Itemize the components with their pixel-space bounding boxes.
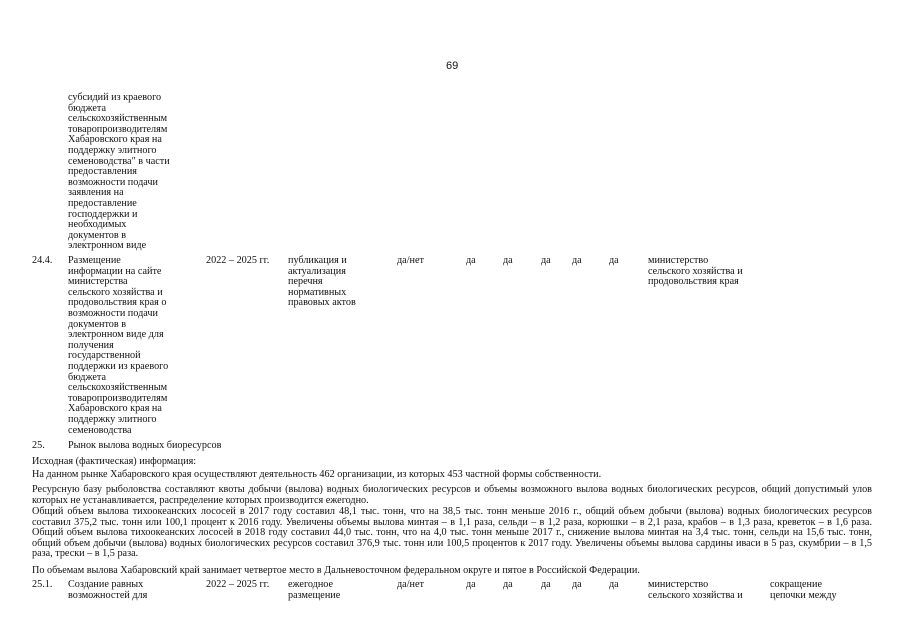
paragraph-ranking: По объемам вылова Хабаровский край занимает четвертое место в Дальневосточном федеральном округе и пятое в Российской Федерации.	[32, 565, 640, 576]
value-cell: да	[503, 579, 513, 590]
measure-cell: Создание равных возможностей для	[68, 579, 148, 601]
result-cell: ежегодное размещение	[288, 579, 341, 601]
executor-cell: министерство сельского хозяйства и продовольствия края	[648, 255, 743, 288]
section-number: 25.	[32, 440, 45, 451]
paragraph-catch-volumes: Общий объем вылова тихоокеанских лососей в 2017 году составил 48,1 тыс. тонн, что на 38,5 тыс. тонн меньше 2016 г., общий объем добычи (вылова) водных биологических ресурсов составил 375,2 тыс. тонн или 100,1 процент к 2016 году. Увеличены объемы вылова минтая – в 1,1 раза, сельди – в 1,2 раза, корюшки – в 2,1 раза, крабов – в 1,3 раза, креветок – в 1,6 раза. Общий объем вылова тихоокеанских лососей в 2018 году составил 44,0 тыс. тонн, что на 4,0 тыс. тонн меньше 2017 г., снижение вылова минтая на 3,4 тыс. тонн, сельди на 15,6 тыс. тонн, общий объем добычи (вылова) водных биологических ресурсов составил 376,9 тыс. тонн или 100,5 процентов к 2017 году. Увеличены объемы вылова сардины иваси в 5 раз, скумбрии – в 1,5 раза, трески – в 1,5 раза.	[32, 506, 872, 560]
paragraph-organizations: На данном рынке Хабаровского края осуществляют деятельность 462 организации, из которых 453 частной формы собственности.	[32, 469, 602, 480]
unit-cell: да/нет	[397, 255, 424, 266]
page-number: 69	[446, 60, 459, 72]
effect-cell: сокращение цепочки между	[770, 579, 837, 601]
unit-cell: да/нет	[397, 579, 424, 590]
value-cell: да	[541, 255, 551, 266]
executor-cell: министерство сельского хозяйства и	[648, 579, 743, 601]
value-cell: да	[609, 579, 619, 590]
value-cell: да	[572, 255, 582, 266]
value-cell: да	[466, 255, 476, 266]
paragraph-resource-base: Ресурсную базу рыболовства составляют квоты добычи (вылова) водных биологических ресурсов и объемы возможного вылова водных биологических ресурсов, общий допустимый улов которых не устанавливается, распределение которых производится ежегодно.	[32, 484, 872, 506]
value-cell: да	[503, 255, 513, 266]
value-cell: да	[466, 579, 476, 590]
measure-cell: Размещение информации на сайте министерства сельского хозяйства и продовольствия края о возможности подачи документов в электронном виде для получения государственной поддержки из краевого бюджета сельскохозяйственным товаропроизводителям Хабаровского края на поддержку элитного семеноводства	[68, 255, 169, 436]
result-cell: публикация и актуализация перечня нормативных правовых актов	[288, 255, 356, 309]
value-cell: да	[572, 579, 582, 590]
value-cell: да	[609, 255, 619, 266]
period-cell: 2022 – 2025 гг.	[206, 255, 270, 266]
measure-continuation-cell: субсидий из краевого бюджета сельскохозяйственным товаропроизводителям Хабаровского края на поддержку элитного семеноводства" в части предоставления возможности подачи заявления на предоставление господдержки и необходимых документов в электронном виде	[68, 92, 170, 252]
section-title: Рынок вылова водных биоресурсов	[68, 440, 222, 451]
row-number: 25.1.	[32, 579, 53, 590]
paragraph-source-info: Исходная (фактическая) информация:	[32, 456, 197, 467]
row-number: 24.4.	[32, 255, 53, 266]
value-cell: да	[541, 579, 551, 590]
period-cell: 2022 – 2025 гг.	[206, 579, 270, 590]
